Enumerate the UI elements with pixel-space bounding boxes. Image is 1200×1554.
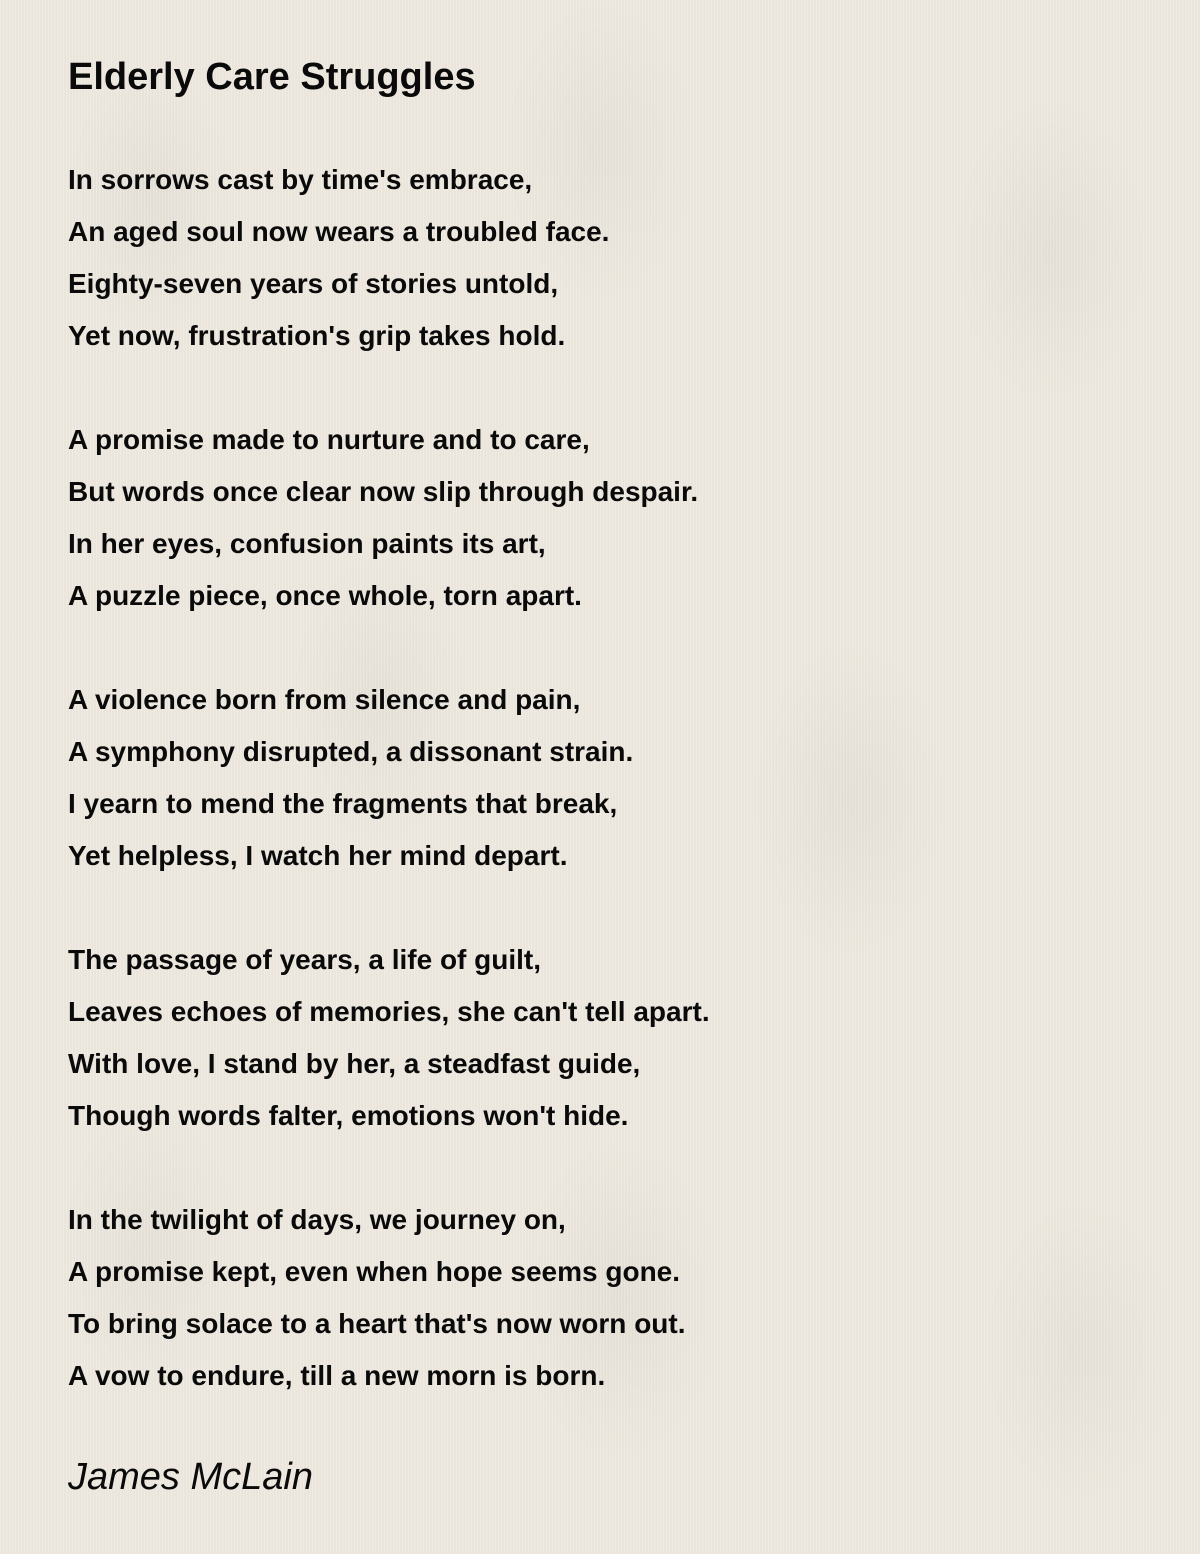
poem-line: I yearn to mend the fragments that break, <box>68 788 618 819</box>
poem-line: The passage of years, a life of guilt, <box>68 944 542 975</box>
poem-line: A violence born from silence and pain, <box>68 684 581 715</box>
poem-line: But words once clear now slip through despair. <box>68 476 699 507</box>
poem-line: In the twilight of days, we journey on, <box>68 1204 566 1235</box>
poem-line: A vow to endure, till a new morn is born. <box>68 1360 606 1391</box>
poem-line: A puzzle piece, once whole, torn apart. <box>68 580 582 611</box>
poem-line: An aged soul now wears a troubled face. <box>68 216 610 247</box>
poem-body <box>68 154 1148 1402</box>
stanza-1 <box>68 154 1148 362</box>
poem-page <box>68 54 1148 1454</box>
poem-line: Yet helpless, I watch her mind depart. <box>68 840 568 871</box>
poem-line: Though words falter, emotions won't hide. <box>68 1100 629 1131</box>
poem-author: James McLain <box>68 1456 313 1498</box>
poem-line: A promise made to nurture and to care, <box>68 424 590 455</box>
poem-line: To bring solace to a heart that's now worn out. <box>68 1308 686 1339</box>
stanza-3 <box>68 674 1148 882</box>
stanza-4 <box>68 934 1148 1142</box>
poem-line: With love, I stand by her, a steadfast guide, <box>68 1048 641 1079</box>
poem-line: Eighty-seven years of stories untold, <box>68 268 559 299</box>
poem-line: Yet now, frustration's grip takes hold. <box>68 320 566 351</box>
poem-title: Elderly Care Struggles <box>68 56 476 98</box>
poem-line: In her eyes, confusion paints its art, <box>68 528 546 559</box>
poem-line: A symphony disrupted, a dissonant strain. <box>68 736 634 767</box>
poem-line: In sorrows cast by time's embrace, <box>68 164 533 195</box>
stanza-2 <box>68 414 1148 622</box>
poem-line: A promise kept, even when hope seems gone. <box>68 1256 681 1287</box>
stanza-5 <box>68 1194 1148 1402</box>
poem-line: Leaves echoes of memories, she can't tell apart. <box>68 996 710 1027</box>
